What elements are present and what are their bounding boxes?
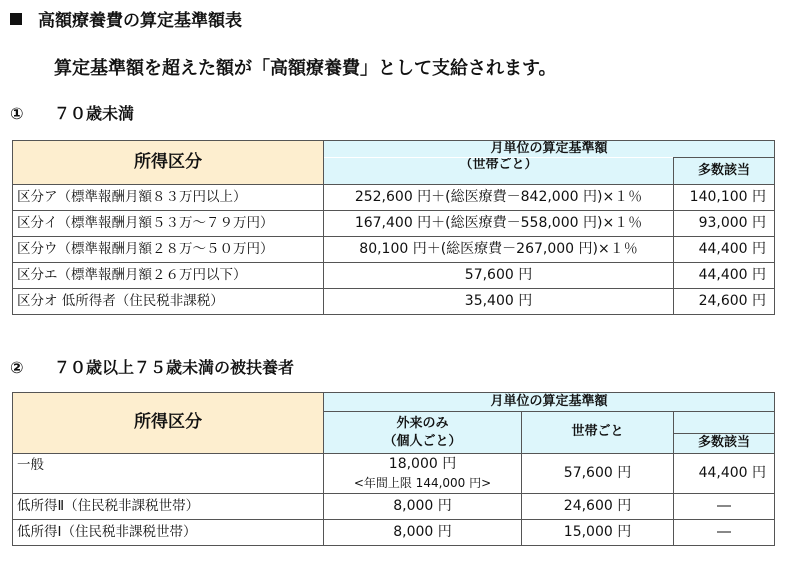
row-multiple: 44,400 円 [674,237,775,263]
row-label: 区分イ（標準報酬月額５３万～７９万円） [13,211,324,237]
page-title-text: 高額療養費の算定基準額表 [38,11,242,31]
row-outpatient-note: <年間上限 144,000 円> [353,475,492,490]
header-monthly: 月単位の算定基準額 [324,393,775,412]
row-amount: 252,600 円＋(総医療費－842,000 円)×１％ [324,185,674,211]
row-outpatient: 8,000 円 [324,494,522,520]
header-multiple: 多数該当 [674,158,775,185]
row-outpatient-amount: 18,000 円 [388,456,457,473]
header-outpatient-line1: 外来のみ [396,415,449,431]
row-multiple: 140,100 円 [674,185,775,211]
row-label: 一般 [13,454,324,494]
section2-title: ７０歳以上７５歳未満の被扶養者 [54,358,295,377]
row-amount: 80,100 円＋(総医療費－267,000 円)×１％ [324,237,674,263]
header-monthly-line1: 月単位の算定基準額 [490,140,608,156]
table-row [13,211,775,237]
row-multiple: 44,400 円 [674,263,775,289]
row-multiple: ― [674,494,775,520]
table-row [13,520,775,546]
row-label: 低所得Ⅰ（住民税非課税世帯） [13,520,324,546]
table-row [13,289,775,315]
row-household: 24,600 円 [522,494,674,520]
header-monthly-sub: （世帯ごと） [324,158,674,185]
row-label: 区分ア（標準報酬月額８３万円以上） [13,185,324,211]
section2-heading [10,355,294,378]
table-under-70 [12,140,775,315]
section2-number: ② [10,358,24,377]
header-household: 世帯ごと [522,412,674,454]
section1-title: ７０歳未満 [54,104,135,123]
table-70-74 [12,392,775,546]
header-multiple-spacer [674,412,775,434]
row-label: 低所得Ⅱ（住民税非課税世帯） [13,494,324,520]
section1-heading [10,101,134,124]
table-row [13,263,775,289]
table-row [13,237,775,263]
row-amount: 167,400 円＋(総医療費－558,000 円)×１％ [324,211,674,237]
row-outpatient [324,454,522,494]
row-label: 区分ウ（標準報酬月額２８万～５０万円） [13,237,324,263]
row-household: 15,000 円 [522,520,674,546]
row-multiple: ― [674,520,775,546]
header-monthly [324,141,775,158]
section1-number: ① [10,104,24,123]
row-multiple: 44,400 円 [674,454,775,494]
header-outpatient-line2: （個人ごと） [383,433,462,449]
table-row [13,185,775,211]
row-multiple: 24,600 円 [674,289,775,315]
row-household: 57,600 円 [522,454,674,494]
header-outpatient [324,412,522,454]
header-income: 所得区分 [13,141,324,185]
row-amount: 57,600 円 [324,263,674,289]
page-title [10,6,242,31]
row-label: 区分エ（標準報酬月額２６万円以下） [13,263,324,289]
row-label: 区分オ 低所得者（住民税非課税） [13,289,324,315]
table-row [13,454,775,494]
page-subtitle: 算定基準額を超えた額が「高額療養費」として支給されます。 [54,58,557,79]
square-bullet-icon [10,13,22,25]
row-multiple: 93,000 円 [674,211,775,237]
row-outpatient: 8,000 円 [324,520,522,546]
table-row [13,494,775,520]
header-income: 所得区分 [13,393,324,454]
header-multiple: 多数該当 [674,434,775,454]
row-amount: 35,400 円 [324,289,674,315]
